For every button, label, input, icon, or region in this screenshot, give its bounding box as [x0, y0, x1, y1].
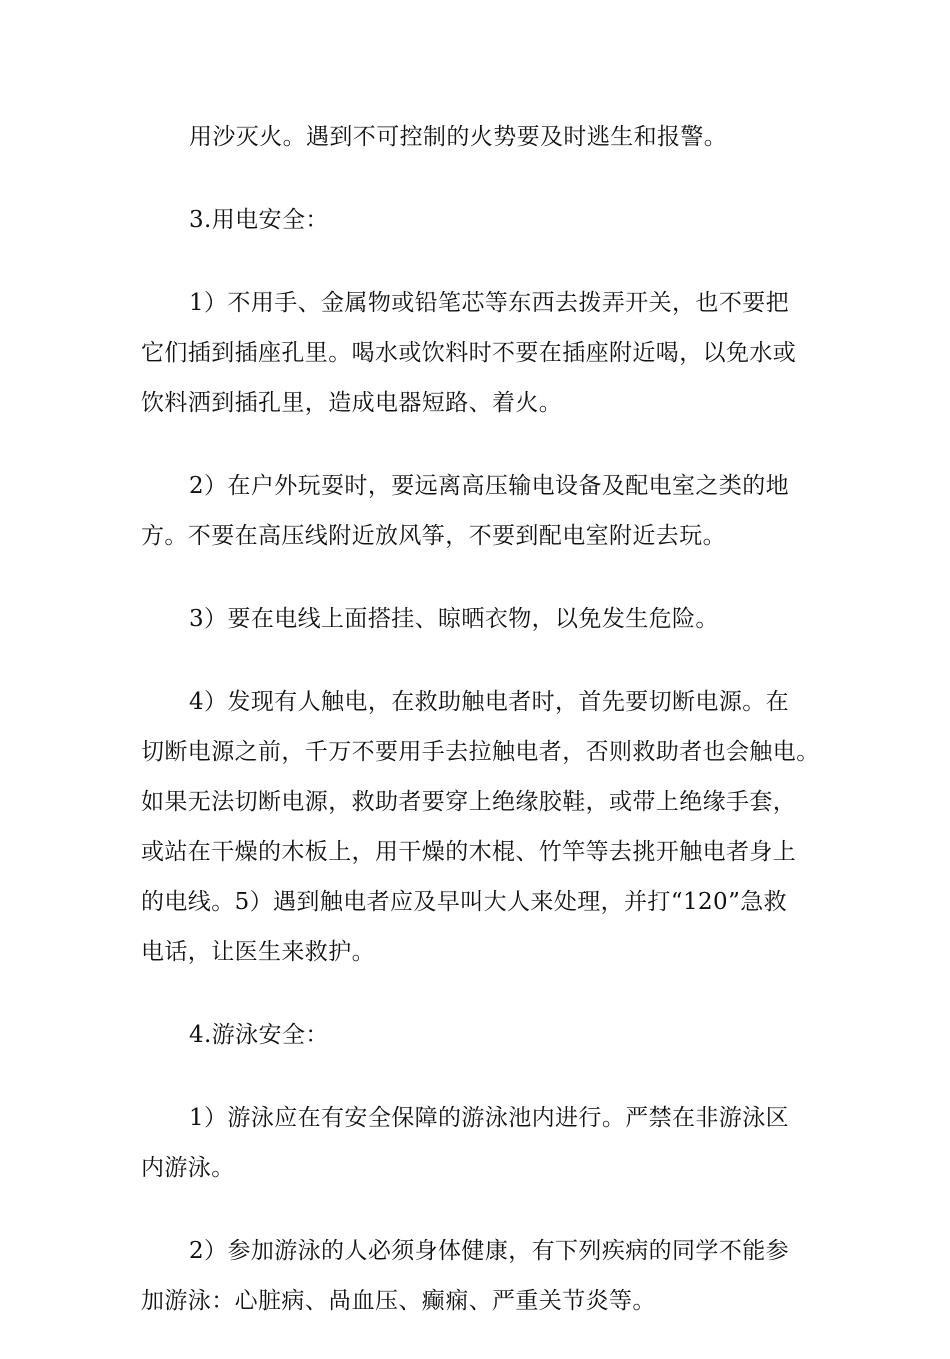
- text-line: 它们插到插座孔里。喝水或饮料时不要在插座附近喝，以免水或: [141, 340, 797, 366]
- text-line: 或站在干燥的木板上，用干燥的木棍、竹竿等去挑开触电者身上: [141, 839, 797, 865]
- text-line: 电话，让医生来救护。: [141, 939, 375, 965]
- paragraph-swimming-1: [141, 1093, 821, 1193]
- text-line: 加游泳：心脏病、咼血压、癫痫、严重关节炎等。: [141, 1288, 656, 1314]
- text-line: 4.游泳安全：: [189, 1022, 329, 1048]
- text-line: 1）不用手、金属物或铅笔芯等东西去拨弄开关，也不要把: [189, 290, 790, 316]
- text-line: 切断电源之前，千万不要用手去拉触电者，否则救助者也会触电。: [141, 739, 820, 765]
- text-line: 如果无法切断电源，救助者要穿上绝缘胶鞋，或带上绝缘手套，: [141, 789, 797, 815]
- text-line: 的电线。5）遇到触电者应及早叫大人来处理，并打“120”急救: [141, 889, 788, 915]
- section-heading-electricity: [141, 195, 821, 245]
- text-line: 2）参加游泳的人必须身体健康，有下列疾病的同学不能参: [189, 1238, 790, 1264]
- paragraph-electricity-1: [141, 278, 821, 428]
- text-line: 饮料洒到插孔里，造成电器短路、着火。: [141, 390, 563, 416]
- paragraph-fire-ending: [141, 112, 821, 162]
- text-line: 2）在户外玩耍时，要远离高压输电设备及配电室之类的地: [189, 473, 790, 499]
- paragraph-electricity-2: [141, 461, 821, 561]
- text-line: 方。不要在高压线附近放风筝，不要到配电室附近去玩。: [141, 523, 726, 549]
- text-line: 4）发现有人触电，在救助触电者时，首先要切断电源。在: [189, 689, 790, 715]
- section-heading-swimming: [141, 1010, 821, 1060]
- document-body: [141, 112, 821, 1359]
- text-line: 3）要在电线上面搭挂、晾晒衣物，以免发生危险。: [189, 606, 719, 632]
- paragraph-swimming-2: [141, 1226, 821, 1326]
- text-line: 1）游泳应在有安全保障的游泳池内进行。严禁在非游泳区: [189, 1105, 790, 1131]
- text-line: 3.用电安全：: [189, 207, 329, 233]
- text-line: 用沙灭火。遇到不可控制的火势要及时逃生和报警。: [189, 124, 728, 150]
- paragraph-electricity-3: [141, 594, 821, 644]
- text-line: 内游泳。: [141, 1155, 235, 1181]
- paragraph-electricity-4: [141, 677, 821, 977]
